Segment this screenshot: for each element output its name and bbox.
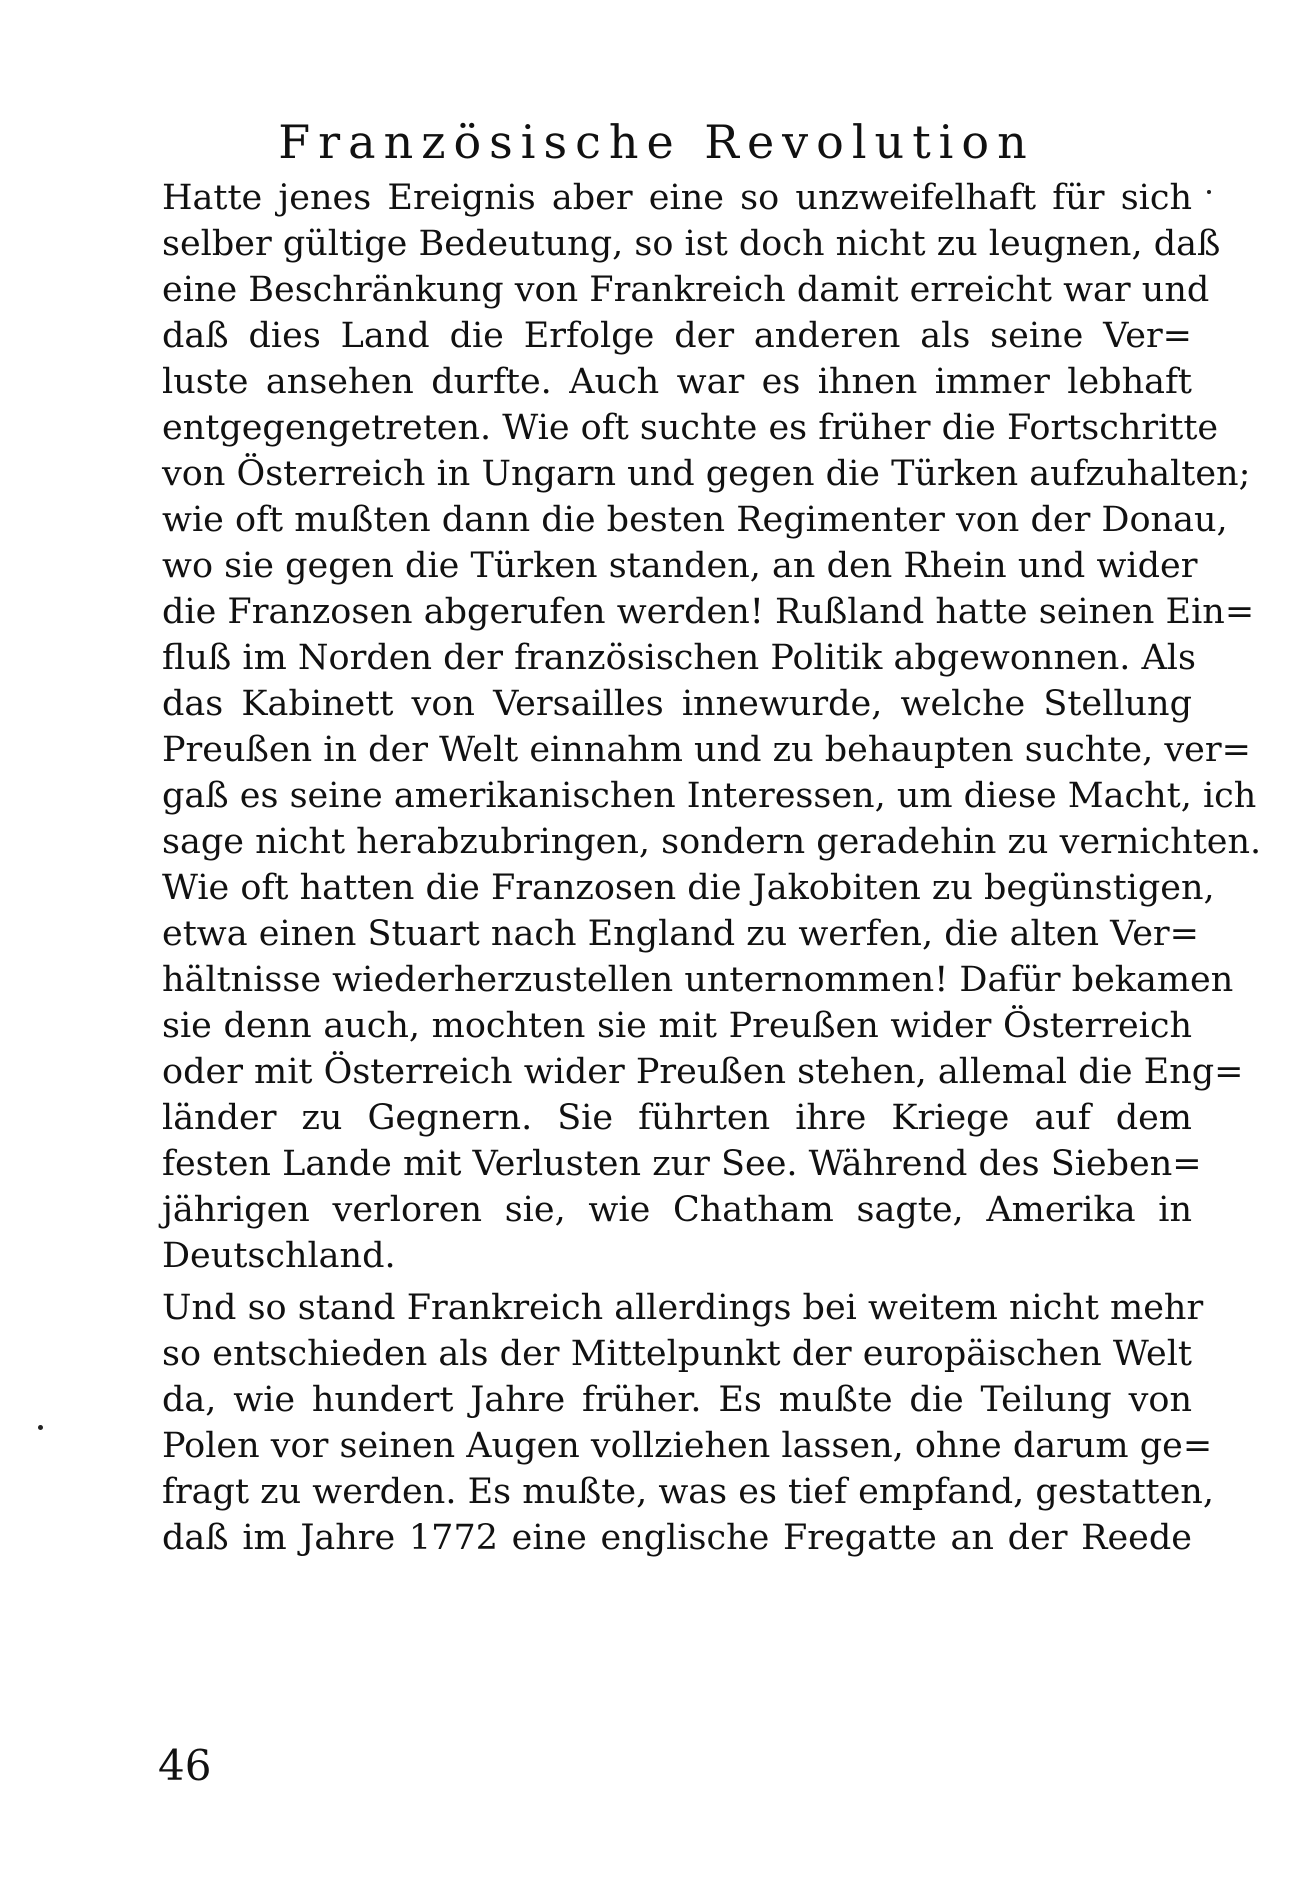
- page-number: 46: [158, 1741, 212, 1790]
- text-line: daß dies Land die Erfolge der anderen als seine Ver=: [162, 316, 1192, 356]
- text-line: sage nicht herabzubringen, sondern geradehin zu vernichten.: [162, 822, 1262, 862]
- text-line: von Österreich in Ungarn und gegen die Türken aufzuhalten;: [162, 454, 1251, 494]
- text-line: wie oft mußten dann die besten Regimenter von der Donau,: [162, 500, 1228, 540]
- text-line: entgegengetreten. Wie oft suchte es früher die Fortschritte: [162, 408, 1219, 448]
- text-line: oder mit Österreich wider Preußen stehen, allemal die Eng=: [162, 1052, 1244, 1092]
- print-speck: [1207, 190, 1211, 194]
- text-line: jährigen verloren sie, wie Chatham sagte, Amerika in: [162, 1190, 1192, 1230]
- text-line: luste ansehen durfte. Auch war es ihnen immer lebhaft: [162, 362, 1192, 402]
- text-line: hältnisse wiederherzustellen unternommen! Dafür bekamen: [162, 960, 1234, 1000]
- text-line: fluß im Norden der französischen Politik abgewonnen. Als: [162, 638, 1196, 678]
- text-line: selber gültige Bedeutung, so ist doch nicht zu leugnen, daß: [162, 224, 1221, 264]
- text-line: Polen vor seinen Augen vollziehen lassen, ohne darum ge=: [162, 1426, 1213, 1466]
- text-line: da, wie hundert Jahre früher. Es mußte die Teilung von: [162, 1380, 1192, 1420]
- text-line: wo sie gegen die Türken standen, an den Rhein und wider: [162, 546, 1198, 586]
- text-line: festen Lande mit Verlusten zur See. Während des Sieben=: [162, 1144, 1202, 1184]
- text-line: die Franzosen abgerufen werden! Rußland hatte seinen Ein=: [162, 592, 1255, 632]
- print-speck: [38, 1425, 43, 1430]
- text-line: das Kabinett von Versailles innewurde, welche Stellung: [162, 684, 1192, 724]
- text-line: so entschieden als der Mittelpunkt der europäischen Welt: [162, 1334, 1192, 1374]
- text-line: fragt zu werden. Es mußte, was es tief empfand, gestatten,: [162, 1472, 1214, 1512]
- text-line: Hatte jenes Ereignis aber eine so unzweifelhaft für sich: [162, 178, 1192, 218]
- text-line: länder zu Gegnern. Sie führten ihre Kriege auf dem: [162, 1098, 1192, 1138]
- text-line: eine Beschränkung von Frankreich damit erreicht war und: [162, 270, 1210, 310]
- text-line: Deutschland.: [162, 1236, 396, 1276]
- text-line: daß im Jahre 1772 eine englische Fregatte an der Reede: [162, 1518, 1192, 1558]
- running-header: Französische Revolution: [278, 115, 1035, 169]
- text-line: Und so stand Frankreich allerdings bei weitem nicht mehr: [162, 1288, 1204, 1328]
- text-line: sie denn auch, mochten sie mit Preußen wider Österreich: [162, 1006, 1192, 1046]
- text-line: gaß es seine amerikanischen Interessen, um diese Macht, ich: [162, 776, 1257, 816]
- text-line: etwa einen Stuart nach England zu werfen, die alten Ver=: [162, 914, 1199, 954]
- text-line: Preußen in der Welt einnahm und zu behaupten suchte, ver=: [162, 730, 1251, 770]
- text-line: Wie oft hatten die Franzosen die Jakobiten zu begünstigen,: [162, 868, 1215, 908]
